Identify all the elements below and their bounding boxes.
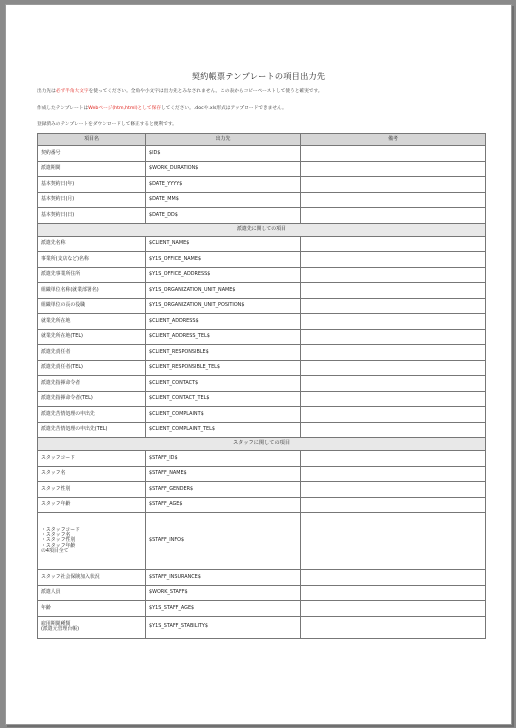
note-line-2 — [37, 105, 287, 111]
item-cell: 基本契約日(年) — [38, 177, 146, 193]
table-row — [38, 161, 486, 177]
remarks-cell — [301, 192, 486, 208]
section-row-client — [38, 223, 486, 236]
table-row — [38, 177, 486, 193]
remarks-cell — [301, 283, 486, 299]
item-cell: スタッフ名 — [38, 466, 146, 482]
item-cell: 組織単位名称(就業部署名) — [38, 283, 146, 299]
header-output: 出力先 — [146, 134, 301, 146]
remarks-cell — [301, 407, 486, 423]
item-cell — [38, 616, 146, 638]
table-row — [38, 466, 486, 482]
output-cell: $Y1S_ORGANIZATION_UNIT_POSITION$ — [146, 298, 301, 314]
output-cell: $Y1S_STAFF_AGE$ — [146, 601, 301, 617]
item-cell: 基本契約日(日) — [38, 208, 146, 224]
output-cell: $Y1S_STAFF_STABILITY$ — [146, 616, 301, 638]
table-row — [38, 345, 486, 361]
section-label: 派遣先に関しての項目 — [38, 223, 486, 236]
header-remarks: 備考 — [301, 134, 486, 146]
output-fields-table — [37, 133, 486, 639]
item-cell: 派遣先責任者(TEL) — [38, 360, 146, 376]
output-cell: $CLIENT_NAME$ — [146, 236, 301, 252]
table-row-stability — [38, 616, 486, 638]
item-cell: 契約番号 — [38, 146, 146, 162]
remarks-cell — [301, 161, 486, 177]
item-line: ・スタッフコード — [41, 526, 80, 533]
remarks-cell — [301, 329, 486, 345]
note-line-3: 登録済みのテンプレートをダウンロードして修正すると便利です。 — [37, 122, 177, 127]
table-row — [38, 422, 486, 438]
item-cell: スタッフ年齢 — [38, 497, 146, 513]
table-row — [38, 570, 486, 586]
table-row — [38, 252, 486, 268]
output-cell: $STAFF_ID$ — [146, 451, 301, 467]
output-cell: $CLIENT_CONTACT$ — [146, 376, 301, 392]
output-cell: $CLIENT_COMPLAINT$ — [146, 407, 301, 423]
item-cell: 派遣先事業所住所 — [38, 267, 146, 283]
output-cell: $CLIENT_RESPONSIBLE$ — [146, 345, 301, 361]
note-text: を使ってください。全角や小文字は出力先とみなされません。この表からコピーペーストして使うと確実です。 — [88, 89, 323, 94]
table-row — [38, 267, 486, 283]
table-row — [38, 497, 486, 513]
table-row-staff-info — [38, 513, 486, 570]
remarks-cell — [301, 376, 486, 392]
item-cell: 組織単位の長の役職 — [38, 298, 146, 314]
remarks-cell — [301, 314, 486, 330]
table-row — [38, 208, 486, 224]
remarks-cell — [301, 391, 486, 407]
header-item: 項目名 — [38, 134, 146, 146]
rows-client — [38, 236, 486, 438]
note-text: してください。.docや.xls形式はアップロードできません。 — [160, 106, 287, 111]
table-row — [38, 407, 486, 423]
remarks-cell — [301, 422, 486, 438]
section-label: スタッフに関しての項目 — [38, 438, 486, 451]
remarks-cell — [301, 466, 486, 482]
rows-staff — [38, 451, 486, 513]
output-cell: $Y1S_OFFICE_NAME$ — [146, 252, 301, 268]
output-cell: $STAFF_INSURANCE$ — [146, 570, 301, 586]
item-line: 雇用期間種類 — [41, 620, 71, 627]
note-text: 作成したテンプレートは — [37, 106, 89, 111]
table-row — [38, 329, 486, 345]
output-cell: $CLIENT_CONTACT_TEL$ — [146, 391, 301, 407]
output-cell: $DATE_MM$ — [146, 192, 301, 208]
item-cell: 就業先所在地(TEL) — [38, 329, 146, 345]
table-row — [38, 482, 486, 498]
remarks-cell — [301, 482, 486, 498]
item-cell: 事業所(支店など)名称 — [38, 252, 146, 268]
note-highlight: Webページ(htm,html)として保存 — [88, 106, 161, 111]
item-line: (派遣元管理台帳) — [41, 626, 80, 632]
item-cell: 派遣先苦情処理の申出先(TEL) — [38, 422, 146, 438]
output-cell: $WORK_DURATION$ — [146, 161, 301, 177]
output-cell: $STAFF_INFO$ — [146, 513, 301, 570]
output-cell: $DATE_DD$ — [146, 208, 301, 224]
item-cell: 基本契約日(月) — [38, 192, 146, 208]
remarks-cell — [301, 570, 486, 586]
item-cell: 派遣先指揮命令者 — [38, 376, 146, 392]
remarks-cell — [301, 345, 486, 361]
section-row-staff — [38, 438, 486, 451]
item-cell: 派遣先責任者 — [38, 345, 146, 361]
table-row — [38, 298, 486, 314]
rows-general — [38, 146, 486, 224]
item-cell: スタッフコード — [38, 451, 146, 467]
note-line-1 — [37, 88, 322, 94]
remarks-cell — [301, 146, 486, 162]
output-cell: $ID$ — [146, 146, 301, 162]
item-cell: スタッフ性別 — [38, 482, 146, 498]
output-cell: $STAFF_GENDER$ — [146, 482, 301, 498]
item-line: ・スタッフ名 — [41, 531, 71, 538]
remarks-cell — [301, 616, 486, 638]
item-line: ・スタッフ性別 — [41, 537, 76, 544]
table-row — [38, 192, 486, 208]
table-row — [38, 376, 486, 392]
remarks-cell — [301, 360, 486, 376]
table-row — [38, 314, 486, 330]
item-cell: 年齢 — [38, 601, 146, 617]
remarks-cell — [301, 298, 486, 314]
table-row — [38, 451, 486, 467]
note-text: 出力先は — [37, 89, 56, 94]
remarks-cell — [301, 208, 486, 224]
remarks-cell — [301, 267, 486, 283]
remarks-cell — [301, 177, 486, 193]
output-cell: $CLIENT_ADDRESS$ — [146, 314, 301, 330]
document-page — [5, 4, 512, 725]
remarks-cell — [301, 252, 486, 268]
item-cell: 就業先所在地 — [38, 314, 146, 330]
output-cell: $DATE_YYYY$ — [146, 177, 301, 193]
item-cell: 派遣先名称 — [38, 236, 146, 252]
table-row — [38, 283, 486, 299]
output-cell: $CLIENT_ADDRESS_TEL$ — [146, 329, 301, 345]
remarks-cell — [301, 513, 486, 570]
output-cell: $Y1S_ORGANIZATION_UNIT_NAME$ — [146, 283, 301, 299]
item-cell: 派遣先指揮命令者(TEL) — [38, 391, 146, 407]
remarks-cell — [301, 497, 486, 513]
remarks-cell — [301, 601, 486, 617]
table-row — [38, 360, 486, 376]
output-cell: $Y1S_OFFICE_ADDRESS$ — [146, 267, 301, 283]
table-header-row — [38, 134, 486, 146]
table-row — [38, 391, 486, 407]
table-row — [38, 146, 486, 162]
remarks-cell — [301, 585, 486, 601]
item-line: ・スタッフ年齢 — [41, 542, 76, 549]
item-cell: 派遣人員 — [38, 585, 146, 601]
note-highlight: 必ず半角大文字 — [55, 89, 89, 94]
table-row — [38, 601, 486, 617]
output-cell: $CLIENT_RESPONSIBLE_TEL$ — [146, 360, 301, 376]
output-cell: $WORK_STAFF$ — [146, 585, 301, 601]
item-cell: 派遣期間 — [38, 161, 146, 177]
item-cell: 派遣先苦情処理の申出先 — [38, 407, 146, 423]
page-title: 契約帳票テンプレートの項目出力先 — [191, 71, 326, 81]
item-line: の4項目全て — [41, 548, 69, 555]
rows-misc — [38, 570, 486, 617]
item-cell: スタッフ社会保険加入状況 — [38, 570, 146, 586]
output-cell: $CLIENT_COMPLAINT_TEL$ — [146, 422, 301, 438]
remarks-cell — [301, 236, 486, 252]
output-cell: $STAFF_AGE$ — [146, 497, 301, 513]
item-cell — [38, 513, 146, 570]
output-cell: $STAFF_NAME$ — [146, 466, 301, 482]
table-row — [38, 585, 486, 601]
remarks-cell — [301, 451, 486, 467]
table-row — [38, 236, 486, 252]
